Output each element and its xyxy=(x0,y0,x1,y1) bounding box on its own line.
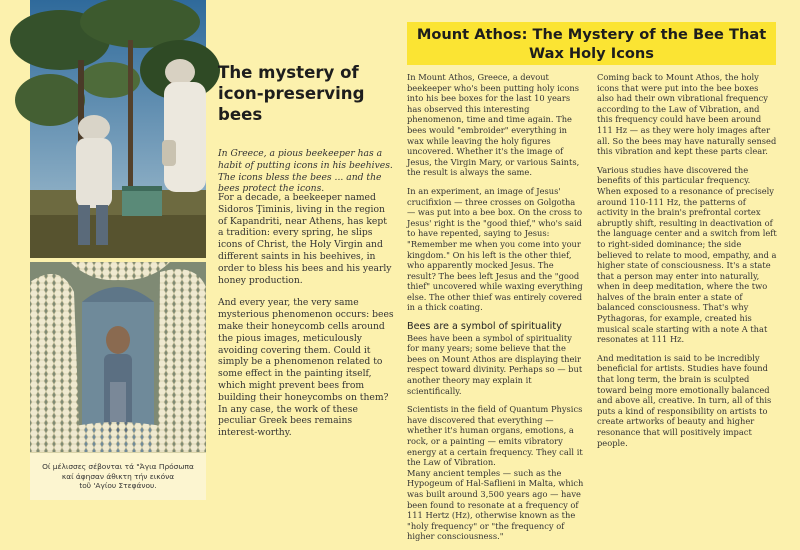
paragraph: Various studies have discovered the benefits of this particular frequency. When exposed to a resonance of precisely around 110-111 Hz, the patterns of activity in the brain's prefrontal cortex abruptly shift, resulting in deactivation of the language center and a switch from left to right-sided dominance; the side believed to relate to mood, empathy, and a higher state of consciousness. It's a state that a person may enter into naturally, when in deep meditation, where the two halves of the brain enter a state of balanced consciousness. That's why Pythagoras, for example, created his musical scale starting with a note A that resonates at 111 Hz. xyxy=(597,164,777,345)
paragraph: Scientists in the field of Quantum Physics have discovered that everything — whether it's human organs, emotions, a rock, or a painting — emits vibratory energy at a certain frequency. They call it the Law of Vibration. Many ancient temples — such as the Hypogeum of Hal-Saflieni in Malta, which was built around 3,500 years ago — have been found to resonate at a frequency of 111 Hertz (Hz), otherwise known as the "holy frequency" or "the frequency of higher consciousness." xyxy=(407,404,584,542)
paragraph: In an experiment, an image of Jesus' crucifixion — three crosses on Golgotha — was put into a bee box. On the cross to Jesus' right is the "good thief," who's said to have repented, saying to Jesus: "Remember me when you come into your kingdom." On his left is the other thief, who apparently mocked Jesus. The result? The bees left Jesus and the "good thief" uncovered while waxing everything else. The other thief was entirely covered in a thick coating. xyxy=(407,185,583,313)
article-column-3 xyxy=(597,72,777,456)
article-column-1 xyxy=(218,192,394,450)
paragraph: And every year, the very same mysterious phenomenon occurs: bees make their honeycomb cells around the pious images, meticulously avoiding covering them. Could it simply be a phenomenon related to some effect in the painting itself, which might prevent bees from building their honeycombs on them? In any case, the work of these peculiar Greek bees remains interest-worthy. xyxy=(218,297,394,439)
beekeepers-photo xyxy=(30,0,206,258)
paragraph: Coming back to Mount Athos, the holy icons that were put into the bee boxes also had their own vibrational frequency according to the Law of Vibration, and this frequency could have been around 111 Hz — as they were holy images after all. So the bees may have naturally sensed this vibration and kept these parts clear. xyxy=(597,72,777,157)
article-title: Mount Athos: The Mystery of the Bee That Wax Holy Icons xyxy=(416,25,767,62)
paragraph: Bees have been a symbol of spirituality for many years; some believe that the bees on Mount Athos are displaying their respect toward divinity. Perhaps so — but another theory may explain it scientifically. xyxy=(407,332,583,396)
section-subheading: Bees are a symbol of spirituality xyxy=(407,321,562,333)
article-column-2 xyxy=(407,72,585,550)
photo-caption xyxy=(30,452,206,500)
beekeepers-illustration xyxy=(30,0,206,258)
article-lead: In Greece, a pious beekeeper has a habit of putting icons in his beehives. The icons bless the bees ... and the bees protect the icons. xyxy=(218,148,393,195)
photo-caption-text: Οί μέλισσες σέβονται τά "Άγια Πρόσωπα καί άφησαν άθικτη τήν εικόνα tοῦ 'Αγίου Στεφάνου. xyxy=(42,462,194,491)
paragraph: For a decade, a beekeeper named Sidoros Ţiminis, living in the region of Kapandriti, near Athens, has kept a tradition: every spring, he slips icons of Christ, the Holy Virgin and different saints in his beehives, in order to bless his bees and his yearly honey production. xyxy=(218,192,392,286)
paragraph: And meditation is said to be incredibly beneficial for artists. Studies have found that long term, the brain is sculpted toward being more emotionally balanced and above all, creative. In turn, all of this puts a kind of responsibility on artists to create artworks of beauty and higher resonance that will positively impact people. xyxy=(597,352,772,448)
paragraph: In Mount Athos, Greece, a devout beekeeper who's been putting holy icons into his bee boxes for the last 10 years has observed this interesting phenomenon, time and time again. The bees would "embroider" everything in wax while leaving the holy figures uncovered. Whether it's the image of Jesus, the Virgin Mary, or various Saints, the result is always the same. xyxy=(407,72,580,178)
title-banner xyxy=(407,22,776,65)
article-headline: The mystery of icon-preserving bees xyxy=(218,63,365,124)
